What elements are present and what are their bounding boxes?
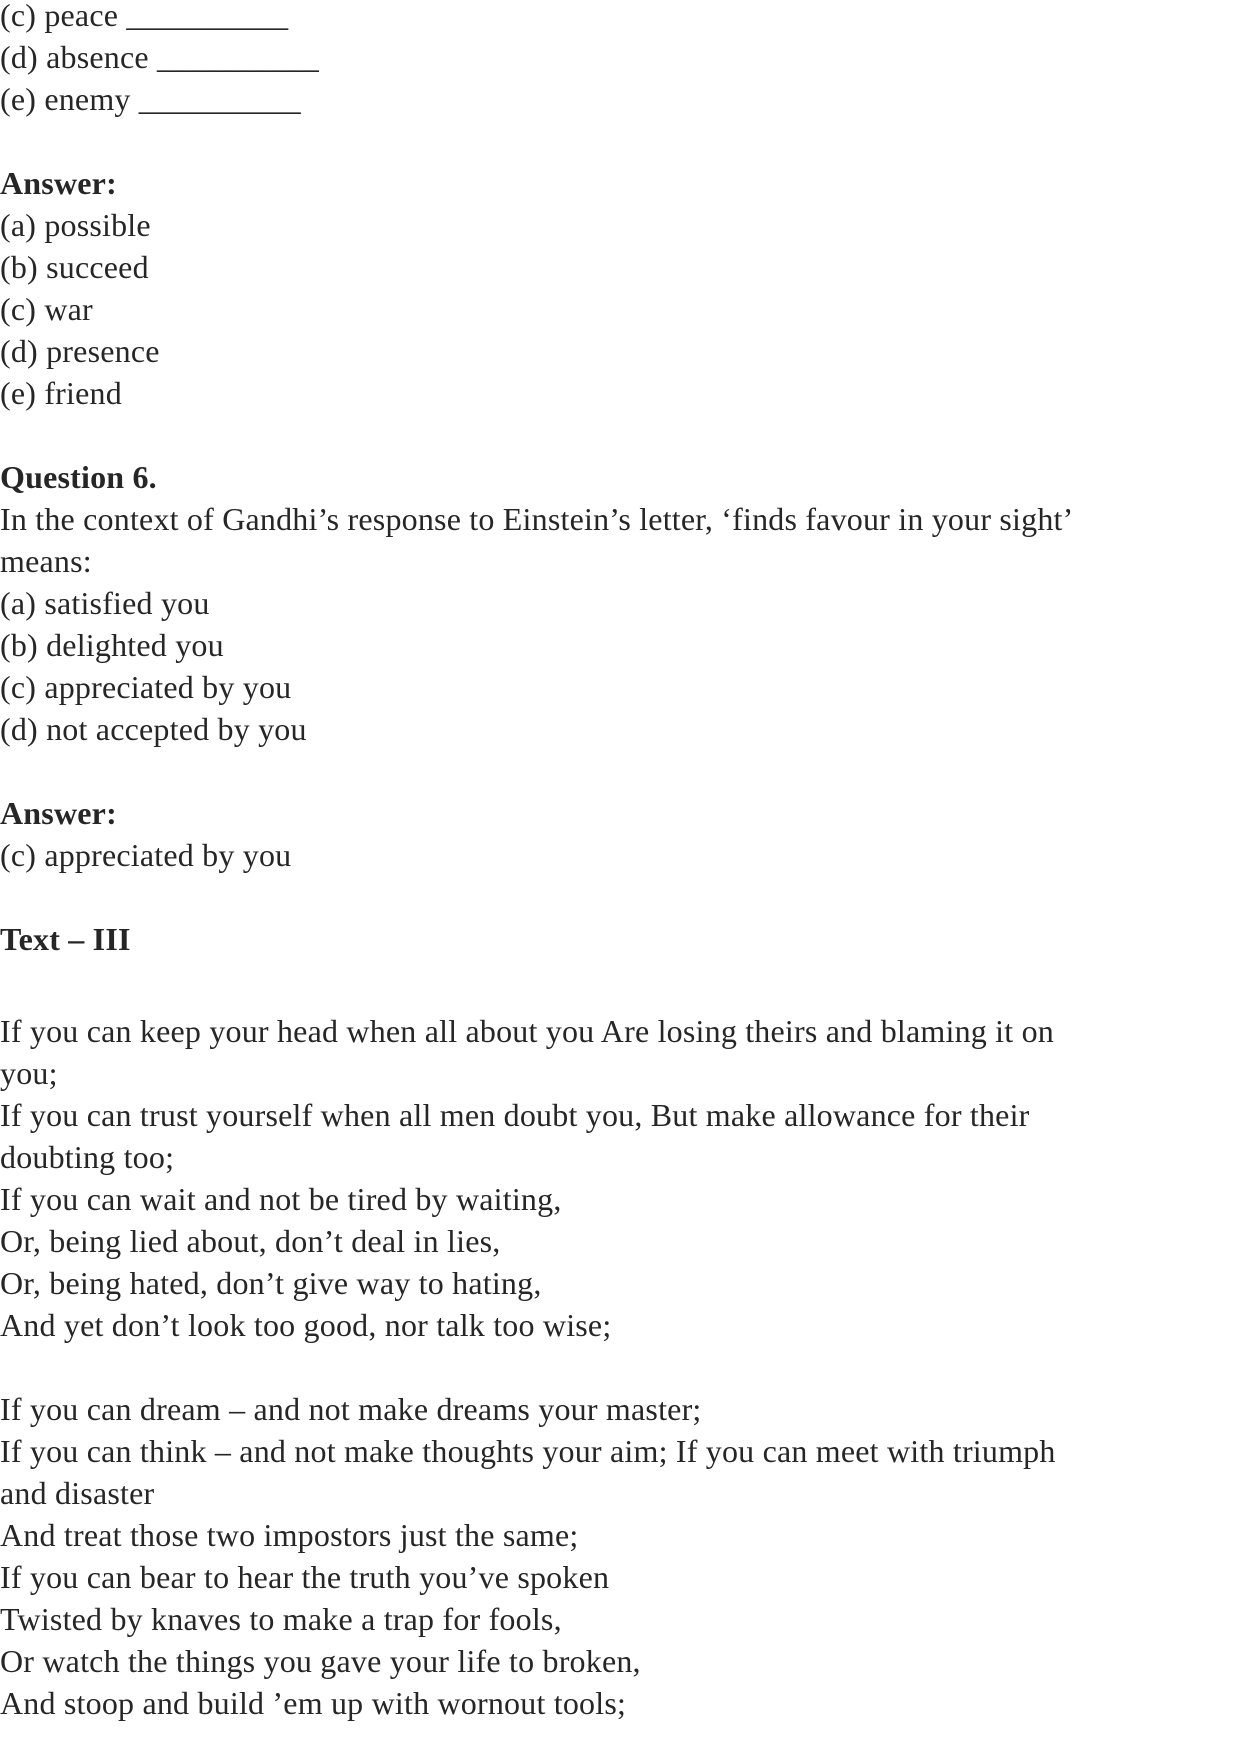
answer-heading: Answer: xyxy=(0,795,117,831)
poem-line: Twisted by knaves to make a trap for fools, xyxy=(0,1601,562,1637)
poem-line: you; xyxy=(0,1055,58,1091)
question-prompt: means: xyxy=(0,543,92,579)
poem-line: If you can bear to hear the truth you’ve spoken xyxy=(0,1559,610,1595)
exercise-items xyxy=(0,0,1073,120)
exercise-item: (c) peace __________ xyxy=(0,0,289,33)
option: (d) not accepted by you xyxy=(0,711,307,747)
poem-line: And stoop and build ’em up with wornout tools; xyxy=(0,1685,627,1721)
text-3-title: Text – III xyxy=(0,921,131,957)
exercise-item: (e) enemy __________ xyxy=(0,81,301,117)
answer-item: (b) succeed xyxy=(0,249,149,285)
poem-line: If you can trust yourself when all men doubt you, But make allowance for their xyxy=(0,1097,1030,1133)
option: (c) appreciated by you xyxy=(0,669,292,705)
poem-stanza-2 xyxy=(0,1388,1073,1724)
question-prompt: In the context of Gandhi’s response to Einstein’s letter, ‘finds favour in your sight’ xyxy=(0,501,1074,537)
answer-item: (c) war xyxy=(0,291,93,327)
answer-item: (e) friend xyxy=(0,375,122,411)
exercise-answers xyxy=(0,204,1073,414)
answer-item: (a) possible xyxy=(0,207,151,243)
option: (b) delighted you xyxy=(0,627,224,663)
answer-item: (c) appreciated by you xyxy=(0,837,292,873)
option: (a) satisfied you xyxy=(0,585,210,621)
poem-line: Or, being lied about, don’t deal in lies, xyxy=(0,1223,501,1259)
poem-line: doubting too; xyxy=(0,1139,175,1175)
poem-line: Or, being hated, don’t give way to hating, xyxy=(0,1265,542,1301)
poem-line: If you can think – and not make thoughts your aim; If you can meet with triumph xyxy=(0,1433,1056,1469)
poem-line: And yet don’t look too good, nor talk too wise; xyxy=(0,1307,612,1343)
answer-item: (d) presence xyxy=(0,333,160,369)
answer-heading: Answer: xyxy=(0,165,117,201)
poem-line: If you can wait and not be tired by waiting, xyxy=(0,1181,562,1217)
poem-line: Or watch the things you gave your life to broken, xyxy=(0,1643,641,1679)
poem-stanza-1 xyxy=(0,1010,1073,1346)
poem-line: If you can dream – and not make dreams your master; xyxy=(0,1391,702,1427)
poem-line: and disaster xyxy=(0,1475,155,1511)
question-6-title: Question 6. xyxy=(0,459,157,495)
exercise-item: (d) absence __________ xyxy=(0,39,319,75)
poem-line: And treat those two impostors just the same; xyxy=(0,1517,579,1553)
poem-line: If you can keep your head when all about you Are losing theirs and blaming it on xyxy=(0,1013,1054,1049)
